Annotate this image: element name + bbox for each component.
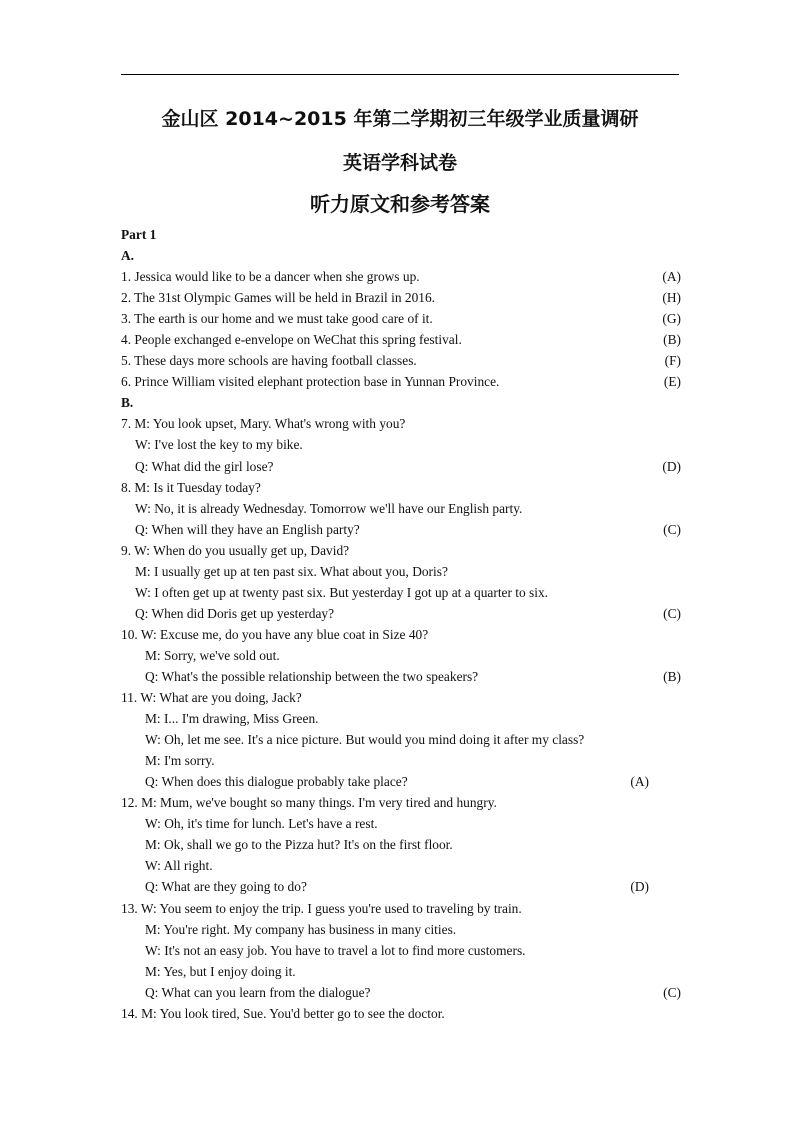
answer: (D) (630, 879, 649, 895)
dialogue-line: W: I've lost the key to my bike. (135, 437, 303, 453)
dialogue-line: 11. W: What are you doing, Jack? (121, 690, 302, 706)
dialogue-line: 9. W: When do you usually get up, David? (121, 542, 350, 558)
answer: (D) (662, 458, 681, 474)
question-line: Q: When does this dialogue probably take place? (A) (121, 771, 681, 792)
answer: (G) (662, 311, 681, 327)
answer: (C) (663, 521, 681, 537)
answer: (C) (663, 605, 681, 621)
section-b-label: B. (121, 395, 134, 411)
part-heading: Part 1 (121, 227, 157, 242)
dialogue-line: W: All right. (145, 858, 213, 874)
dialogue-line: W: No, it is already Wednesday. Tomorrow we'll have our English party. (135, 500, 523, 516)
section-title: 听力原文和参考答案 (310, 192, 490, 216)
dialogue-line: M: I... I'm drawing, Miss Green. (145, 711, 319, 727)
document-body (121, 224, 681, 1024)
dialogue-line: 13. W: You seem to enjoy the trip. I guess you're used to traveling by train. (121, 900, 522, 916)
answer: (F) (664, 353, 681, 369)
question-line: Q: What did the girl lose? (D) (121, 456, 681, 477)
dialogue-line: W: Oh, let me see. It's a nice picture. But would you mind doing it after my class? (145, 732, 585, 748)
exam-title: 金山区 2014~2015 年第二学期初三年级学业质量调研 (161, 108, 639, 130)
dialogue-line: W: Oh, it's time for lunch. Let's have a rest. (145, 816, 378, 832)
dialogue-line: M: You're right. My company has business in many cities. (145, 921, 457, 937)
question-5: 5. These days more schools are having football classes. (F) (121, 350, 681, 371)
dialogue-line: 7. M: You look upset, Mary. What's wrong with you? (121, 416, 406, 432)
dialogue-line: 8. M: Is it Tuesday today? (121, 479, 261, 495)
question-2: 2. The 31st Olympic Games will be held in Brazil in 2016. (H) (121, 287, 681, 308)
question-line: Q: What are they going to do? (D) (121, 876, 681, 897)
top-rule (121, 74, 679, 75)
dialogue-line: M: Sorry, we've sold out. (145, 647, 280, 663)
question-6: 6. Prince William visited elephant protection base in Yunnan Province. (E) (121, 371, 681, 392)
question-4: 4. People exchanged e-envelope on WeChat this spring festival. (B) (121, 329, 681, 350)
question-line: Q: What can you learn from the dialogue? (C) (121, 982, 681, 1003)
question-line: Q: When will they have an English party? (C) (121, 519, 681, 540)
answer: (E) (663, 374, 681, 390)
question-line: Q: When did Doris get up yesterday? (C) (121, 603, 681, 624)
dialogue-line: M: Yes, but I enjoy doing it. (145, 963, 296, 979)
section-a-label: A. (121, 248, 135, 264)
dialogue-line: W: It's not an easy job. You have to travel a lot to find more customers. (145, 942, 526, 958)
answer: (H) (662, 290, 681, 306)
dialogue-line: M: I usually get up at ten past six. What about you, Doris? (135, 563, 448, 579)
question-line: Q: What's the possible relationship between the two speakers? (B) (121, 666, 681, 687)
question-1: 1. Jessica would like to be a dancer when she grows up. (A) (121, 266, 681, 287)
question-3: 3. The earth is our home and we must take good care of it. (G) (121, 308, 681, 329)
answer: (A) (630, 774, 649, 790)
dialogue-line: M: I'm sorry. (145, 753, 215, 769)
answer: (B) (663, 332, 681, 348)
dialogue-line: 14. M: You look tired, Sue. You'd better go to see the doctor. (121, 1005, 445, 1021)
answer: (B) (663, 668, 681, 684)
dialogue-line: 12. M: Mum, we've bought so many things. I'm very tired and hungry. (121, 795, 497, 811)
answer: (A) (662, 269, 681, 285)
dialogue-line: M: Ok, shall we go to the Pizza hut? It's on the first floor. (145, 837, 453, 853)
answer: (C) (663, 984, 681, 1000)
dialogue-line: W: I often get up at twenty past six. But yesterday I got up at a quarter to six. (135, 584, 549, 600)
dialogue-line: 10. W: Excuse me, do you have any blue coat in Size 40? (121, 626, 429, 642)
subject-title: 英语学科试卷 (342, 152, 457, 174)
